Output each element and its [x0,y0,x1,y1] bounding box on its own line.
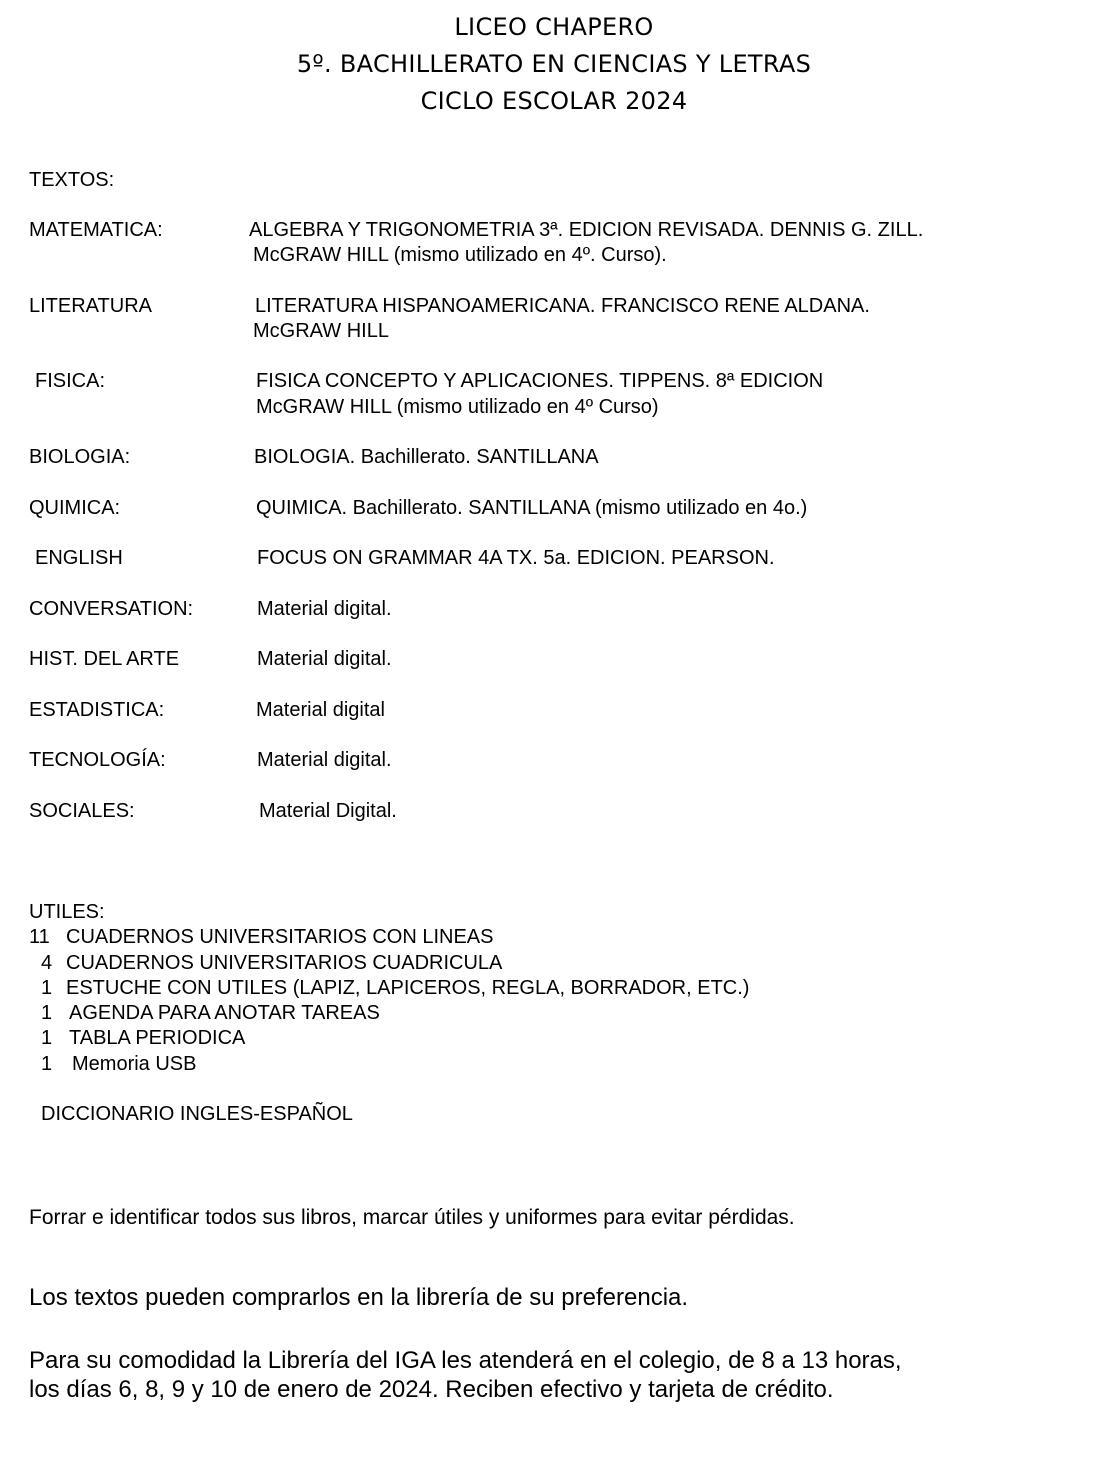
utiles-item: Memoria USB [72,1053,197,1075]
text-fisica-line2: McGRAW HILL (mismo utilizado en 4º Curso) [256,396,659,418]
school-name: LICEO CHAPERO [454,13,654,41]
subject-hist-del-arte: HIST. DEL ARTE [29,648,180,670]
grade-title: 5º. BACHILLERATO EN CIENCIAS Y LETRAS [296,50,812,78]
note-textos-compra: Los textos pueden comprarlos en la librería de su preferencia. [29,1284,689,1311]
textos-label: TEXTOS: [29,169,115,191]
utiles-qty: 1 [41,1002,53,1024]
utiles-label: UTILES: [29,901,105,923]
diccionario-item: DICCIONARIO INGLES-ESPAÑOL [41,1103,353,1125]
subject-tecnologia: TECNOLOGÍA: [29,749,166,771]
utiles-qty: 1 [41,1027,53,1049]
subject-biologia: BIOLOGIA: [29,446,131,468]
note-forrar: Forrar e identificar todos sus libros, marcar útiles y uniformes para evitar pérdidas. [29,1206,795,1229]
text-conversation: Material digital. [257,598,392,620]
utiles-item: AGENDA PARA ANOTAR TAREAS [69,1002,380,1024]
text-biologia: BIOLOGIA. Bachillerato. SANTILLANA [254,446,599,468]
utiles-qty: 4 [41,952,53,974]
document-header [0,9,1108,120]
utiles-qty: 1 [41,1053,53,1075]
text-english: FOCUS ON GRAMMAR 4A TX. 5a. EDICION. PEARSON. [257,547,775,569]
text-literatura-line1: LITERATURA HISPANOAMERICANA. FRANCISCO RENE ALDANA. [255,295,870,317]
text-hist-del-arte: Material digital. [257,648,392,670]
utiles-item: CUADERNOS UNIVERSITARIOS CON LINEAS [66,926,494,948]
subject-conversation: CONVERSATION: [29,598,194,620]
subject-matematica: MATEMATICA: [29,219,163,241]
utiles-item: TABLA PERIODICA [69,1027,246,1049]
subject-fisica: FISICA: [35,370,106,392]
text-sociales: Material Digital. [259,800,397,822]
utiles-item: ESTUCHE CON UTILES (LAPIZ, LAPICEROS, REGLA, BORRADOR, ETC.) [66,977,750,999]
subject-english: ENGLISH [35,547,123,569]
text-matematica-line1: ALGEBRA Y TRIGONOMETRIA 3ª. EDICION REVISADA. DENNIS G. ZILL. [249,219,924,241]
utiles-qty: 1 [41,977,53,999]
text-fisica-line1: FISICA CONCEPTO Y APLICACIONES. TIPPENS. 8ª EDICION [256,370,824,392]
subject-sociales: SOCIALES: [29,800,135,822]
text-quimica: QUIMICA. Bachillerato. SANTILLANA (mismo utilizado en 4o.) [256,497,808,519]
text-literatura-line2: McGRAW HILL [253,320,389,342]
school-year: CICLO ESCOLAR 2024 [420,87,688,115]
utiles-item: CUADERNOS UNIVERSITARIOS CUADRICULA [66,952,503,974]
note-libreria-line1: Para su comodidad la Librería del IGA les atenderá en el colegio, de 8 a 13 horas, [29,1347,902,1374]
subject-literatura: LITERATURA [29,295,152,317]
text-estadistica: Material digital [256,699,385,721]
subject-estadistica: ESTADISTICA: [29,699,165,721]
text-tecnologia: Material digital. [257,749,392,771]
text-matematica-line2: McGRAW HILL (mismo utilizado en 4º. Curso). [253,244,667,266]
note-libreria-line2: los días 6, 8, 9 y 10 de enero de 2024. Reciben efectivo y tarjeta de crédito. [29,1376,834,1403]
utiles-qty: 11 [29,926,50,948]
subject-quimica: QUIMICA: [29,497,121,519]
